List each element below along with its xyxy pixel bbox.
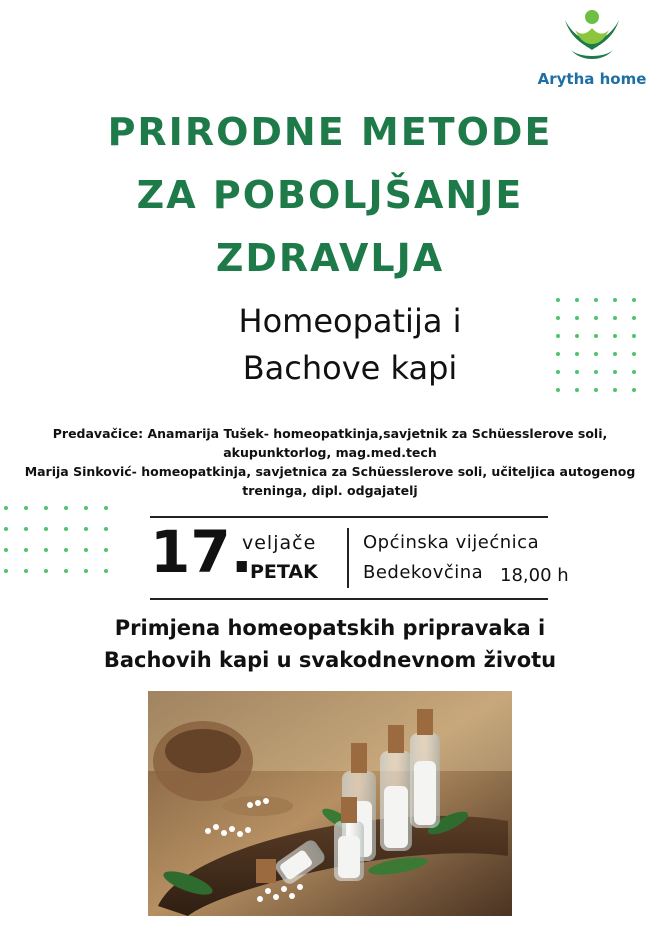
title-line-1: PRIRODNE METODE [107, 110, 553, 154]
decorative-dot [44, 548, 48, 552]
decorative-dot [84, 548, 88, 552]
decorative-dot [84, 506, 88, 510]
decorative-dot [613, 388, 617, 392]
decorative-dot [4, 506, 8, 510]
decorative-dot [594, 316, 598, 320]
decorative-dot [24, 527, 28, 531]
homeopathy-bottles-photo [148, 691, 512, 916]
lecturers-line-1: Predavačice: Anamarija Tušek- homeopatkinja,savjetnik za Schüesslerove soli, [52, 426, 608, 441]
decorative-dot [4, 569, 8, 573]
subtitle-line-1: Homeopatija i [238, 302, 462, 340]
decorative-dot [594, 298, 598, 302]
lecturers-line-4: treninga, dipl. odgajatelj [242, 483, 418, 498]
divider-vertical [347, 528, 349, 588]
decorative-dot [104, 548, 108, 552]
topic-line-1: Primjena homeopatskih pripravaka i [114, 616, 546, 640]
decorative-dot [575, 352, 579, 356]
decorative-dot [575, 298, 579, 302]
decorative-dot [594, 352, 598, 356]
decorative-dot [632, 370, 636, 374]
title-line-3: ZDRAVLJA [215, 236, 445, 280]
decorative-dot [84, 527, 88, 531]
topic-line-2: Bachovih kapi u svakodnevnom životu [103, 648, 557, 672]
decorative-dot [44, 527, 48, 531]
decorative-dot [613, 334, 617, 338]
decorative-dot [594, 388, 598, 392]
decorative-dot [556, 334, 560, 338]
decorative-dot [613, 316, 617, 320]
event-place: Bedekovčina [363, 562, 484, 583]
event-month: veljače [242, 532, 317, 554]
decorative-dot [556, 298, 560, 302]
decorative-dot [556, 370, 560, 374]
decorative-dot [104, 506, 108, 510]
decorative-dot [104, 527, 108, 531]
decorative-dot [632, 352, 636, 356]
decorative-dot [575, 334, 579, 338]
decorative-dot [632, 316, 636, 320]
decorative-dot [613, 352, 617, 356]
decorative-dot [632, 298, 636, 302]
decorative-dot [4, 527, 8, 531]
title-line-2: ZA POBOLJŠANJE [136, 173, 524, 217]
arytha-logo-icon [557, 6, 627, 68]
decorative-dot [4, 548, 8, 552]
decorative-dot [44, 569, 48, 573]
topic-block [0, 612, 660, 676]
decorative-dot [613, 370, 617, 374]
decorative-dot [632, 334, 636, 338]
event-weekday: PETAK [250, 561, 318, 583]
brand-name: Arytha home [537, 70, 647, 88]
decorative-dot [84, 569, 88, 573]
decorative-dot [632, 388, 636, 392]
decorative-dot [44, 506, 48, 510]
decorative-dot [575, 370, 579, 374]
decorative-dot [613, 298, 617, 302]
decorative-dot [556, 316, 560, 320]
event-venue: Općinska vijećnica [363, 532, 540, 553]
event-time: 18,00 h [500, 565, 569, 586]
decorative-dots-left [4, 506, 124, 586]
decorative-dot [64, 506, 68, 510]
brand-logo [528, 6, 656, 98]
decorative-dot [64, 527, 68, 531]
decorative-dot [556, 352, 560, 356]
divider-bottom [150, 598, 548, 600]
decorative-dot [64, 569, 68, 573]
decorative-dot [24, 569, 28, 573]
lecturers-line-2: akupunktorlog, mag.med.tech [223, 445, 437, 460]
decorative-dots-right [556, 298, 656, 398]
decorative-dot [64, 548, 68, 552]
decorative-dot [575, 388, 579, 392]
decorative-dot [556, 388, 560, 392]
decorative-dot [24, 548, 28, 552]
decorative-dot [24, 506, 28, 510]
decorative-dot [104, 569, 108, 573]
lecturers-block [0, 424, 660, 500]
event-day: 17. [150, 518, 253, 586]
decorative-dot [594, 370, 598, 374]
decorative-dot [594, 334, 598, 338]
decorative-dot [575, 316, 579, 320]
subtitle-line-2: Bachove kapi [242, 349, 458, 387]
lecturers-line-3: Marija Sinković- homeopatkinja, savjetnica za Schüesslerove soli, učiteljica autogenog [24, 464, 636, 479]
